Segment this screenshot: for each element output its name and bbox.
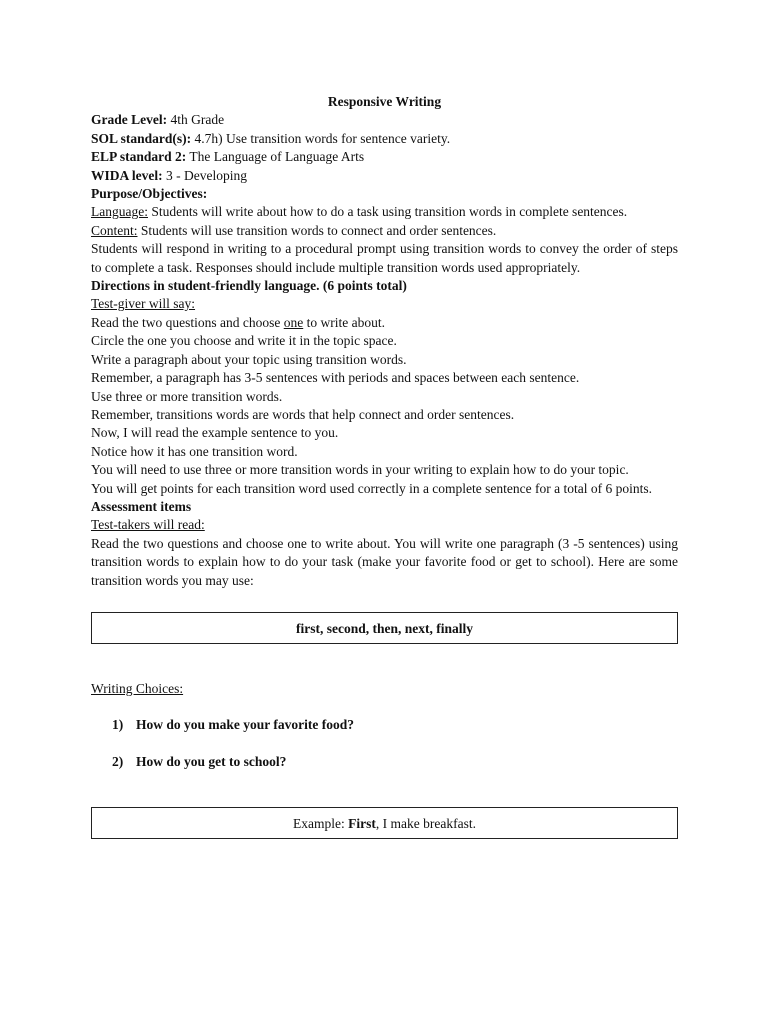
direction-text: Read the two questions and choose [91,314,284,330]
direction-line: Remember, a paragraph has 3-5 sentences with periods and spaces between each sentence. [91,370,580,386]
content-label: Content: [91,222,138,238]
respond-paragraph: Students will respond in writing to a procedural prompt using transition words to convey the order of steps to complete a task. Responses should include multiple transition words used appropriately. [91,241,678,275]
direction-line: Use three or more transition words. [91,388,283,404]
direction-line: You will get points for each transition word used correctly in a complete sentence for a total of 6 points. [91,480,652,496]
test-takers-label: Test-takers will read: [91,517,205,533]
direction-line [91,314,678,332]
example-bold-word: First [348,816,376,832]
sol-standard-label: SOL standard(s): [91,130,192,146]
direction-line: Remember, transitions words are words that help connect and order sentences. [91,406,515,422]
grade-level-line [91,111,678,129]
example-box [91,807,678,839]
test-giver-label: Test-giver will say: [91,296,196,312]
wida-level-value: 3 - Developing [162,167,247,183]
assessment-heading: Assessment items [91,498,192,514]
elp-standard-value: The Language of Language Arts [186,149,365,165]
choice-number: 2) [112,753,124,769]
directions-heading: Directions in student-friendly language. (6 points total) [91,278,407,294]
example-rest: , I make breakfast. [375,816,476,832]
grade-level-value: 4th Grade [167,112,225,128]
language-objective [91,203,678,221]
choice-number: 1) [112,717,124,733]
wida-level-line [91,167,678,185]
direction-line: You will need to use three or more transition words in your writing to explain how to do your topic. [91,462,629,478]
elp-standard-label: ELP standard 2: [91,149,187,165]
document-title: Responsive Writing [327,94,442,109]
choice-text: How do you get to school? [136,753,287,769]
direction-line: Now, I will read the example sentence to you. [91,425,339,441]
content-objective [91,222,678,240]
transition-words-box: first, second, then, next, finally [91,612,678,644]
content-text: Students will use transition words to connect and order sentences. [137,222,497,238]
language-label: Language: [91,204,148,220]
direction-line: Notice how it has one transition word. [91,443,298,459]
direction-emphasis: one [283,314,304,330]
choice-text: How do you make your favorite food? [136,717,354,733]
direction-text: to write about. [303,314,385,330]
elp-standard-line [91,148,678,166]
direction-line: Circle the one you choose and write it in the topic space. [91,333,397,349]
purpose-heading: Purpose/Objectives: [91,186,208,202]
writing-choice-item [112,753,678,771]
writing-choices-label: Writing Choices: [91,680,184,696]
document-page [91,93,678,839]
direction-line: Write a paragraph about your topic using transition words. [91,351,407,367]
wida-level-label: WIDA level: [91,167,163,183]
example-prefix: Example: [293,816,349,832]
sol-standard-value: 4.7h) Use transition words for sentence variety. [191,130,451,146]
assessment-text: Read the two questions and choose one to write about. You will write one paragraph (3 -5 sentences) using transition words to explain how to do your task (make your favorite food or get to school). Here are some transition words you may use: [91,535,678,588]
writing-choice-item [112,716,678,734]
grade-level-label: Grade Level: [91,112,168,128]
language-text: Students will write about how to do a task using transition words in complete sentences. [147,204,628,220]
sol-standard-line [91,130,678,148]
